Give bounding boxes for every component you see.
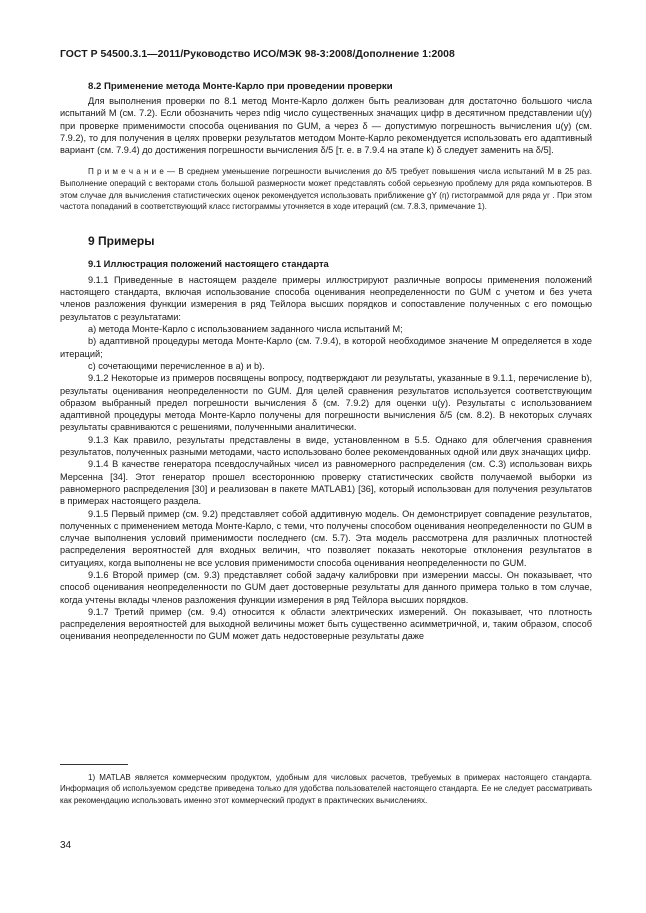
footnote-separator (60, 764, 128, 765)
section-8-2-body: Для выполнения проверки по 8.1 метод Монте-Карло должен быть реализован для достаточно большого числа испытаний M (см. 7.2). Если обозначить через ndig число существенных значащих цифр в десятичном представлении u(y) при проверке применимости способа оценивания по GUM, а через δ — допустимую погрешность вычисления u(y) (см. 7.9.2), то для получения в целях проверки результатов методом Монте-Карло рекомендуется использовать его адаптивный вариант (см. 7.9.4) до достижения погрешности вычисления δ/5 [т. е. в 7.9.4 на этапе k) δ следует заменить на δ/5]. (60, 96, 592, 156)
list-item-b: b) адаптивной процедуры метода Монте-Карло (см. 7.9.4), в которой необходимое значение M определяется в ходе итераций; (60, 336, 592, 359)
paragraph-9-1-5: 9.1.5 Первый пример (см. 9.2) представляет собой аддитивную модель. Он демонстрирует совпадение результатов, полученных с применением метода Монте-Карло, с теми, что получены способом оценивания неопределенности по GUM в случае выполнения условий применимости последнего (см. 5.7). Эта модель рассмотрена для различных плотностей распределения вероятностей для входных величин, что позволяет показать некоторые отклонения результатов в ситуациях, когда выполнены не все условия применимости способа оценивания неопределенности по GUM. (60, 508, 592, 568)
paragraph-9-1-1: 9.1.1 Приведенные в настоящем разделе примеры иллюстрируют различные вопросы применения положений настоящего стандарта, включая использование способа оценивания неопределенности по GUM с учетом и без учета членов разложения функции измерения в ряд Тейлора высших порядков и сопоставление полученных с его помощью результатов с результатами: (60, 274, 592, 322)
section-9-1-title: 9.1 Иллюстрация положений настоящего стандарта (88, 257, 329, 269)
section-8-2-title: 8.2 Применение метода Монте-Карло при проведении проверки (88, 81, 393, 92)
list-item-a: а) метода Монте-Карло с использованием заданного числа испытаний M; (88, 324, 403, 335)
footnote: 1) MATLAB является коммерческим продуктом, удобным для числовых расчетов, требуемых в примерах настоящего стандарта. Информация об используемом средстве приведена только для удобства пользователей настоящего стандарта. Ее не следует рассматривать как рекомендацию использовать именно этот коммерческий продукт в практических вычислениях. (60, 773, 592, 805)
section-9-title: 9 Примеры (88, 233, 155, 248)
list-item-c: c) сочетающими перечисленное в а) и b). (88, 360, 265, 371)
paragraph-9-1-3: 9.1.3 Как правило, результаты представлены в виде, установленном в 5.5. Однако для облегчения сравнения результатов, полученных разными методами, часто использовано более рекомендованных одной или двух значащих цифр. (60, 434, 592, 458)
paragraph-9-1-7: 9.1.7 Третий пример (см. 9.4) относится к области электрических измерений. Он показывает, что плотность распределения вероятностей для выходной величины может быть существенно асимметричной, и, таким образом, способ оценивания неопределенности по GUM может дать недостоверные результаты даже (60, 606, 592, 642)
main-content (60, 81, 592, 643)
paragraph-9-1-6: 9.1.6 Второй пример (см. 9.3) представляет собой задачу калибровки при измерении массы. Он показывает, что способ оценивания неопределенности по GUM дает достоверные результаты для данного примера только в том случае, когда учтены вклады членов разложения функции измерения в ряд Тейлора высших порядков. (60, 569, 592, 605)
section-8-2-note: П р и м е ч а н и е — В среднем уменьшение погрешности вычисления до δ/5 требует повышения числа испытаний M в 25 раз. Выполнение операций с векторами столь большой размерности может представлять собой серьезную проблему для ряда компьютеров. В этом случае для вычисления статистических оценок рекомендуется использовать приближение gY (η) гистограммой для ряда yr . При этом частота попаданий в соответствующий класс гистограммы уточняется в ходе итераций (см. 7.8.3, примечание 1). (60, 167, 592, 212)
paragraph-9-1-4: 9.1.4 В качестве генератора псевдослучайных чисел из равномерного распределения (см. C.3) использован вихрь Мерсенна [34]. Этот генератор прошел всестороннюю проверку статистических свойств получаемой выборки из равномерного распределения [30] и реализован в пакете MATLAB1) [36], который использован для получения результатов в примерах настоящего раздела. (60, 459, 592, 507)
page-number: 34 (60, 840, 72, 851)
running-header: ГОСТ Р 54500.3.1—2011/Руководство ИСО/МЭК 98-3:2008/Дополнение 1:2008 (60, 49, 455, 60)
paragraph-9-1-2: 9.1.2 Некоторые из примеров посвящены вопросу, подтверждают ли результаты, указанные в 9.1.1, перечисление b), результаты оценивания неопределенности по GUM. Для целей сравнения результатов используется соответствующим образом выбранный предел погрешности вычисления δ (см. 7.9.2) для оценки u(y). Результаты с использованием адаптивной процедуры метода Монте-Карло получены для погрешности вычисления δ/5 (см. 8.2). В некоторых случаях результаты сравниваются с решениями, полученными аналитически. (60, 373, 592, 433)
